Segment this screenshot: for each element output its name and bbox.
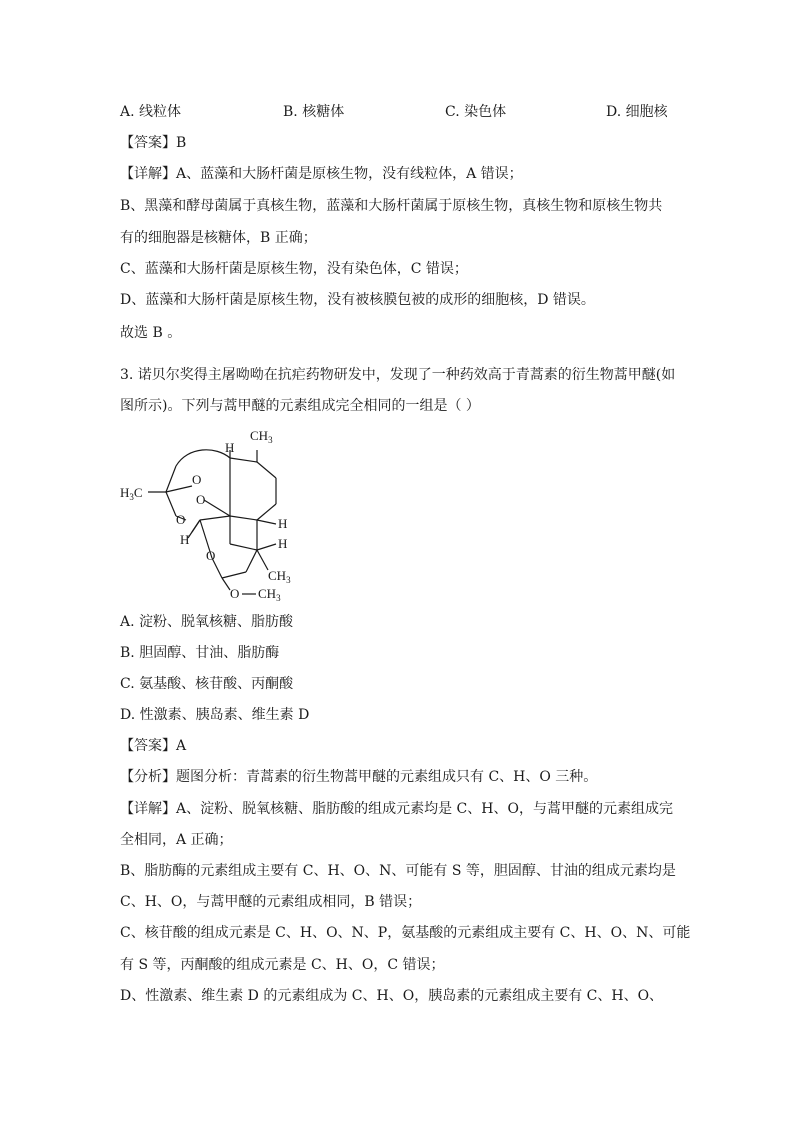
peroxide-oxygen-label: O [192,472,202,487]
q3-detail-line: C、核苷酸的组成元素是 C、H、O、N、P，氨基酸的元素组成主要有 C、H、O、N、可能 [120,925,691,941]
q3-analysis: 【分析】题图分析：青蒿素的衍生物蒿甲醚的元素组成只有 C、H、O 三种。 [120,769,598,785]
h3c-left-label: $H_3C$ [120,485,143,502]
q3-detail-line: D、性激素、维生素 D 的元素组成为 C、H、O，胰岛素的元素组成主要有 C、H、O、 [120,988,664,1004]
q3-option-b: B. 胆固醇、甘油、脂肪酶 [120,645,280,661]
q3-detail-line: C、H、O，与蒿甲醚的元素组成相同，B 错误； [120,894,422,910]
q2-option-d: D. 细胞核 [606,104,668,120]
methoxy-oxygen-label: O [230,586,240,601]
ch3-top-label: $CH_3$ [250,428,273,445]
q2-detail-line: B、黑藻和酵母菌属于真核生物，蓝藻和大肠杆菌属于原核生物，真核生物和原核生物共 [120,198,663,214]
ring-oxygen-label: O [176,512,186,527]
q3-detail-line: 【详解】A、淀粉、脱氧核糖、脂肪酸的组成元素均是 C、H、O，与蒿甲醚的元素组成完 [120,801,673,817]
peroxide-oxygen-label: O [196,492,206,507]
h-right-label: H [278,536,288,551]
q2-option-a: A. 线粒体 [120,104,182,120]
q3-stem-line: 图所示)。下列与蒿甲醚的元素组成完全相同的一组是（ ） [120,398,480,414]
q3-stem-line: 3. 诺贝尔奖得主屠呦呦在抗疟药物研发中，发现了一种药效高于青蒿素的衍生物蒿甲醚(如 [120,367,676,383]
q3-option-a: A. 淀粉、脱氧核糖、脂肪酸 [120,614,294,630]
q3-detail-line: 全相同，A 正确； [120,832,233,848]
h-left-label: H [180,532,190,547]
q2-option-c: C. 染色体 [445,104,507,120]
q2-detail-line: C、蓝藻和大肠杆菌是原核生物，没有染色体，C 错误； [120,261,468,277]
q3-detail-line: 有 S 等，丙酮酸的组成元素是 C、H、O，C 错误； [120,957,445,973]
q2-detail-line: 有的细胞器是核糖体，B 正确； [120,230,317,246]
q3-detail-line: B、脂肪酶的元素组成主要有 C、H、O、N、可能有 S 等，胆固醇、甘油的组成元素均是 [120,863,676,879]
q2-detail-line: D、蓝藻和大肠杆菌是原核生物，没有被核膜包被的成形的细胞核，D 错误。 [120,292,595,308]
q3-option-c: C. 氨基酸、核苷酸、丙酮酸 [120,676,294,692]
h-right-label: H [278,516,288,531]
q2-answer: 【答案】B [120,135,187,151]
q2-conclusion: 故选 B 。 [120,325,182,341]
artemether-structure [118,420,308,602]
q2-detail-line: 【详解】A、蓝藻和大肠杆菌是原核生物，没有线粒体，A 错误； [120,166,523,182]
q3-option-d: D. 性激素、胰岛素、维生素 D [120,707,310,723]
ch3-bottom-label: $CH_3$ [258,586,281,602]
ring-oxygen-label: O [206,548,216,563]
q2-option-b: B. 核糖体 [283,104,345,120]
ch3-right-label: $CH_3$ [268,568,291,585]
h-top-label: H [225,440,235,455]
q3-answer: 【答案】A [120,738,187,754]
